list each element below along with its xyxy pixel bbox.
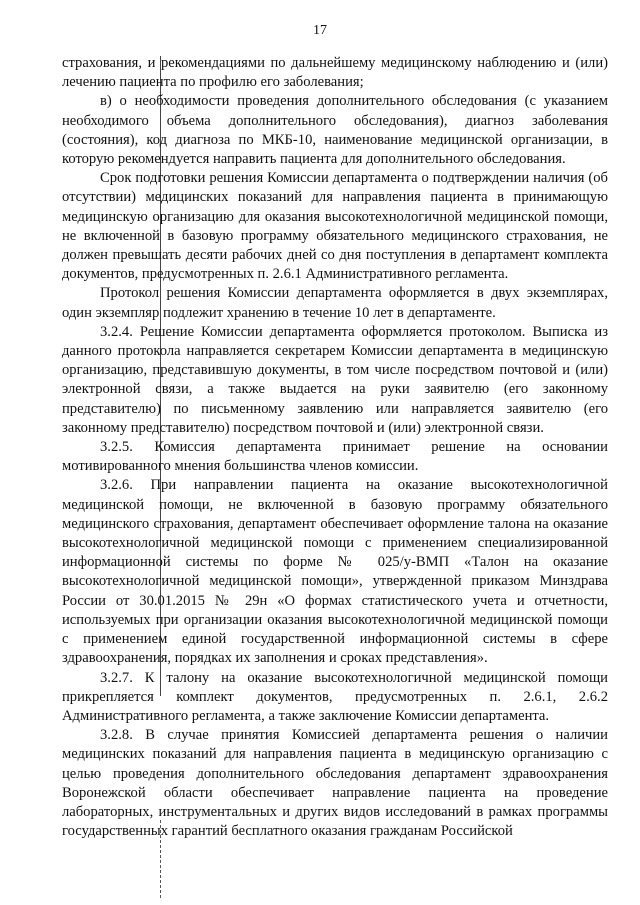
paragraph-continuation: страхования, и рекомендациями по дальнейшему медицинскому наблюдению и (или) лечению пациента по профилю его заболевания;: [62, 55, 608, 91]
paragraph-item-v: в) о необходимости проведения дополнительного обследования (с указанием необходимого объема дополнительного обследования), диагноз заболевания (состояния), код диагноза по МКБ-10, наименование медицинской организации, в которую рекомендуется направить пациента для дополнительного обследования.: [62, 93, 608, 168]
paragraph-deadline: Срок подготовки решения Комиссии департамента о подтверждении наличия (об отсутствии) медицинских показаний для направления пациента в принимающую медицинскую организацию для оказания высокотехнологичной медицинской помощи, не включенной в базовую программу обязательного медицинского страхования, не должен превышать десяти рабочих дней со дня поступления в департамент комплекта документов, предусмотренных п. 2.6.1 Административного регламента.: [62, 170, 608, 283]
paragraph-3-2-7: 3.2.7. К талону на оказание высокотехнологичной медицинской помощи прикрепляется комплект документов, предусмотренных п. 2.6.1, 2.6.2 Административного регламента, а также заключение Комиссии департамента.: [62, 669, 608, 724]
page-number: 17: [313, 23, 327, 38]
document-body: [62, 54, 608, 841]
paragraph-3-2-5: 3.2.5. Комиссия департамента принимает решение на основании мотивированного мнения большинства членов комиссии.: [62, 439, 608, 475]
paragraph-3-2-4: 3.2.4. Решение Комиссии департамента оформляется протоколом. Выписка из данного протокола направляется секретарем Комиссии департамента в медицинскую организацию, представившую документы, в том числе посредством почтовой и (или) электронной связи, а также выдается на руки заявителю (его законному представителю) по письменному заявлению или направляется заявителю (его законному представителю) посредством почтовой и (или) электронной связи.: [62, 323, 608, 436]
paragraph-3-2-8: 3.2.8. В случае принятия Комиссией департамента решения о наличии медицинских показаний для направления пациента в медицинскую организацию с целью проведения дополнительного обследования департамент здравоохранения Воронежской области обеспечивает направление пациента на проведение лабораторных, инструментальных и других видов исследований в рамках программы государственных гарантий бесплатного оказания гражданам Российской: [62, 727, 608, 840]
paragraph-3-2-6: 3.2.6. При направлении пациента на оказание высокотехнологичной медицинской помощи, не включенной в базовую программу обязательного медицинского страхования, департамент обеспечивает оформление талона на оказание высокотехнологичной медицинской помощи с применением специализированной информационной системы по форме № 025/у-ВМП «Талон на оказание высокотехнологичной медицинской помощи», утвержденной приказом Минздрава России от 30.01.2015 № 29н «О формах статистического учета и отчетности, используемых при организации оказания высокотехнологичной медицинской помощи с применением единой государственной информационной системы в сфере здравоохранения, порядках их заполнения и сроках представления».: [62, 477, 608, 667]
paragraph-protocol-copies: Протокол решения Комиссии департамента оформляется в двух экземплярах, один экземпляр подлежит хранению в течение 10 лет в департаменте.: [62, 285, 608, 321]
